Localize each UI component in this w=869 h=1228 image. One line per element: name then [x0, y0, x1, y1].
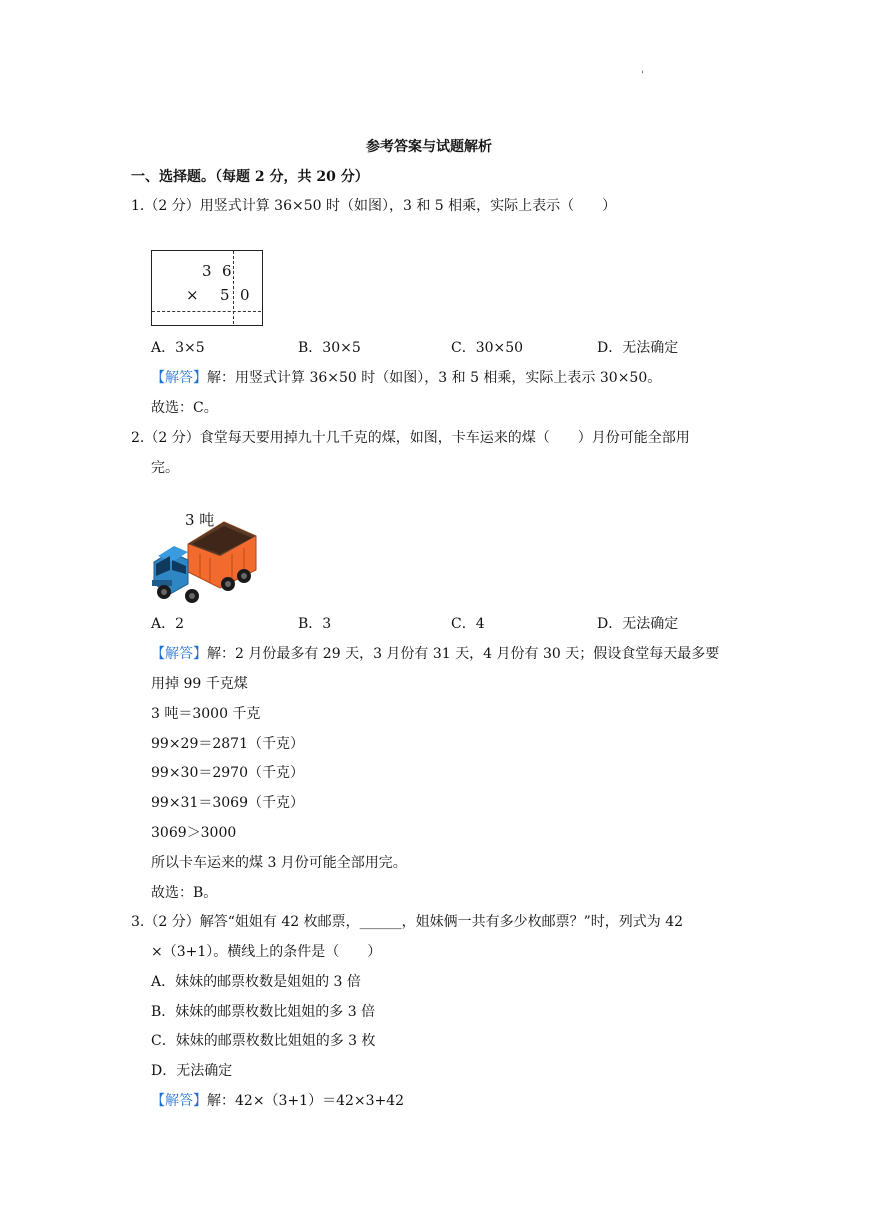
q1-answer-tag: 【解答】: [151, 370, 207, 386]
calc-dashed-vertical: [233, 251, 234, 324]
q1-choice: 故选：C。: [151, 400, 218, 416]
truck-icon: [148, 516, 260, 604]
q3-stem-line2: ×（3+1）。横线上的条件是（ ）: [151, 944, 382, 960]
q1-option-b: B．30×5: [298, 340, 361, 356]
q1-stem: 1.（2 分）用竖式计算 36×50 时（如图），3 和 5 相乘，实际上表示（ ）: [131, 198, 617, 214]
calc-digit-0: 0: [240, 286, 250, 304]
calc-dashed-horizontal: [152, 311, 261, 312]
q3-stem-line1: 3.（2 分）解答“姐姐有 42 枚邮票，______，姐妹俩一共有多少枚邮票？”时，列式为 42: [131, 914, 684, 930]
q2-stem-line2: 完。: [151, 460, 179, 476]
truck-label: 3 吨: [185, 511, 215, 529]
q3-answer-tag: 【解答】: [151, 1093, 207, 1109]
q2-option-b: B．3: [298, 616, 332, 632]
q2-step: 99×29＝2871（千克）: [151, 736, 304, 752]
q2-step: 3069＞3000: [151, 825, 237, 841]
q2-stem-line1: 2.（2 分）食堂每天要用掉九十几千克的煤，如图，卡车运来的煤（ ）月份可能全部用: [131, 430, 690, 446]
q2-option-c: C．4: [451, 616, 485, 632]
q1-answer-text: 解：用竖式计算 36×50 时（如图），3 和 5 相乘，实际上表示 30×50。: [207, 370, 662, 386]
q3-option-d: D．无法确定: [151, 1063, 233, 1079]
q2-step: 3 吨＝3000 千克: [151, 706, 261, 722]
section-heading: 一、选择题。（每题 2 分，共 20 分）: [131, 169, 369, 185]
q2-answer-line1: [151, 643, 719, 663]
q1-answer: [151, 367, 661, 387]
q1-option-a: A．3×5: [151, 340, 205, 356]
q2-answer-text: 解：2 月份最多有 29 天，3 月份有 31 天，4 月份有 30 天；假设食堂每天最多要: [207, 646, 720, 662]
q2-answer-tag: 【解答】: [151, 646, 207, 662]
q3-option-c: C．妹妹的邮票枚数比姐姐的多 3 枚: [151, 1033, 376, 1049]
calc-digit-6: 6: [222, 262, 232, 280]
q2-choice: 故选：B。: [151, 885, 218, 901]
q2-answer-line2: 用掉 99 千克煤: [151, 676, 248, 692]
q2-step: 99×31＝3069（千克）: [151, 795, 304, 811]
q1-option-d: D．无法确定: [597, 340, 679, 356]
q2-step: 99×30＝2970（千克）: [151, 765, 304, 781]
q2-option-d: D．无法确定: [597, 616, 679, 632]
q3-option-a: A．妹妹的邮票枚数是姐姐的 3 倍: [151, 974, 361, 990]
calc-digit-3: 3: [202, 262, 212, 280]
q2-step: 所以卡车运来的煤 3 月份可能全部用完。: [151, 855, 407, 871]
q3-answer: [151, 1090, 404, 1110]
header-dot: ': [641, 70, 644, 81]
q2-option-a: A．2: [151, 616, 185, 632]
q3-answer-text: 解：42×（3+1）＝42×3+42: [207, 1093, 405, 1109]
q1-option-c: C．30×50: [451, 340, 524, 356]
calc-digit-5: 5: [220, 286, 230, 304]
document-title: 参考答案与试题解析: [366, 139, 492, 155]
q3-option-b: B．妹妹的邮票枚数比姐姐的多 3 倍: [151, 1004, 376, 1020]
calc-times-sign: ×: [186, 286, 199, 304]
